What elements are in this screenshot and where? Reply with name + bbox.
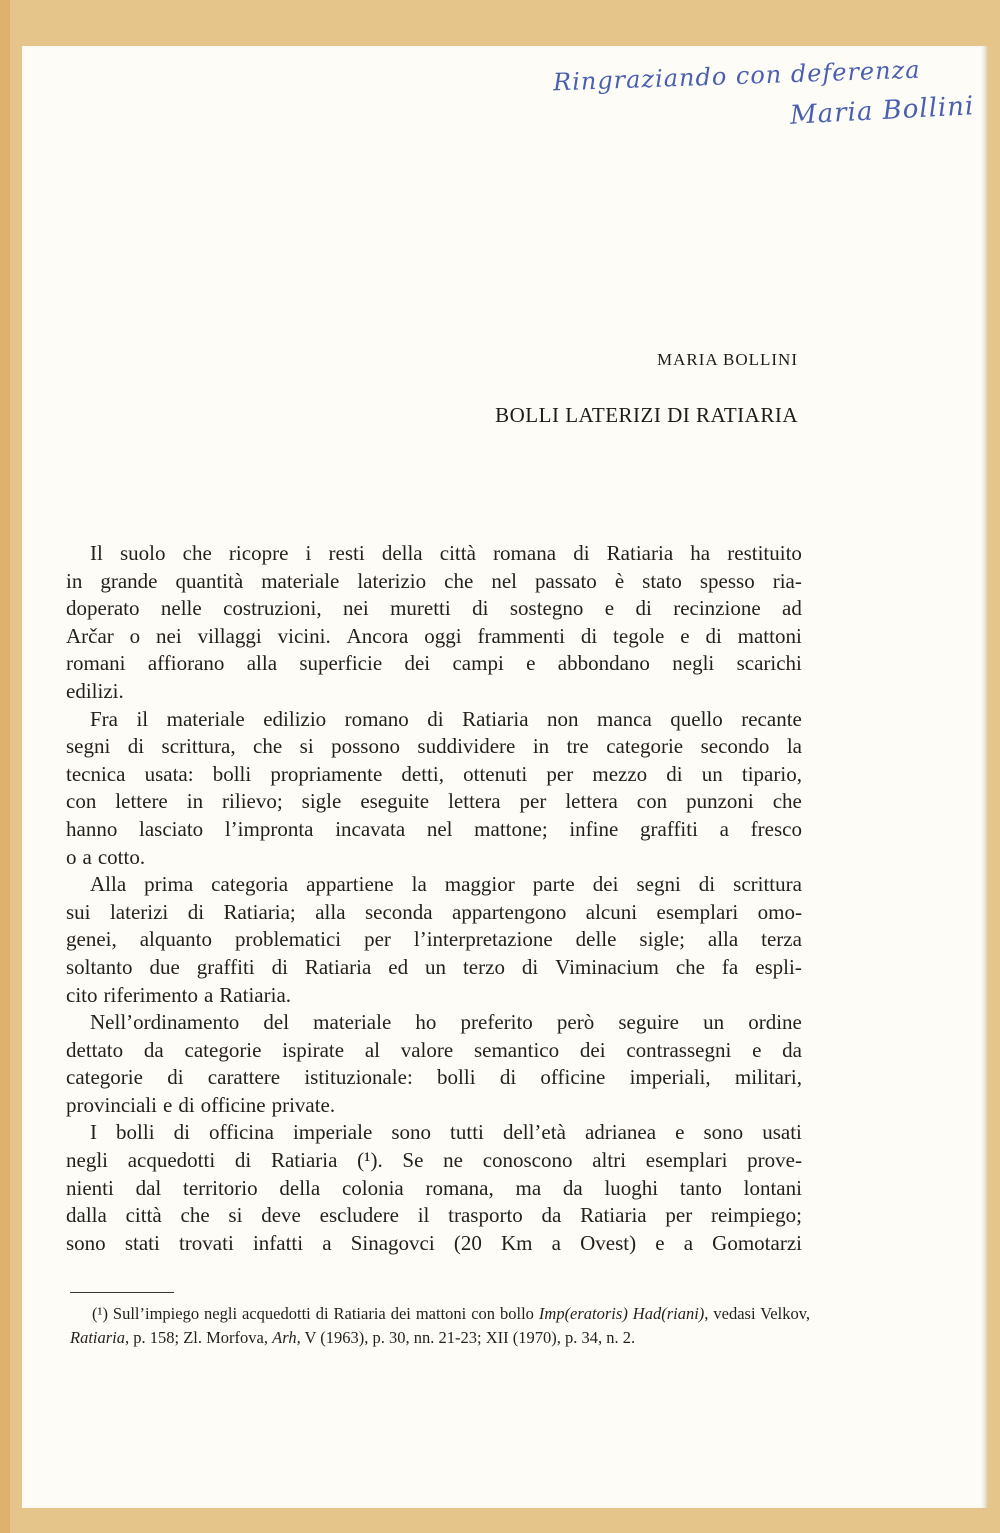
footnote-text: , V (1963), p. 30, nn. 21-23; XII (1970), p. 34, n. 2. [296, 1328, 636, 1347]
text-line: I bolli di officina imperiale sono tutti dell’età adrianea e sono usati [90, 1120, 802, 1145]
text-line: Il suolo che ricopre i resti della città romana di Ratiaria ha restituito [90, 541, 802, 565]
text-line: romani affiorano alla superficie dei campi e abbondano negli scarichi [66, 651, 802, 676]
text-line: dalla città che si deve escludere il trasporto da Ratiaria per reimpiego; [66, 1203, 802, 1228]
footnote-text: , vedasi Velkov, [704, 1304, 811, 1323]
text-line: sui laterizi di Ratiaria; alla seconda appartengono alcuni esemplari omo- [66, 899, 802, 924]
footnote-italic: Arh [272, 1328, 297, 1347]
text-line: Alla prima categoria appartiene la maggior parte dei segni di scrittura [90, 872, 802, 897]
text-line: tecnica usata: bolli propriamente detti, ottenuti per mezzo di un tipario, [66, 761, 802, 786]
author-name: MARIA BOLLINI [657, 350, 798, 369]
text-line: edilizi. [66, 678, 124, 703]
text-line: negli acquedotti di Ratiaria (¹). Se ne conoscono altri esemplari prove- [66, 1148, 802, 1173]
text-line: genei, alquanto problematici per l’interpretazione delle sigle; alla terza [66, 927, 802, 952]
text-line: cito riferimento a Ratiaria. [66, 982, 292, 1007]
text-line: con lettere in rilievo; sigle eseguite lettera per lettera con punzoni che [66, 789, 802, 814]
body-text [66, 540, 802, 1257]
text-line: dettato da categorie ispirate al valore semantico dei contrassegni e da [66, 1037, 802, 1062]
handwritten-dedication: Ringraziando con deferenza [552, 55, 921, 97]
text-line: Arčar o nei villaggi vicini. Ancora oggi frammenti di tegole e di mattoni [66, 623, 802, 648]
text-line: provinciali e di officine private. [66, 1092, 336, 1117]
footnote [70, 1302, 810, 1350]
footnote-text: , p. 158; Zl. Morfova, [125, 1328, 273, 1347]
article-title: BOLLI LATERIZI DI RATIARIA [495, 403, 798, 427]
handwritten-signature: Maria Bollini [789, 91, 976, 131]
text-line: soltanto due graffiti di Ratiaria ed un terzo di Viminacium che fa espli- [66, 954, 802, 979]
text-line: hanno lasciato l’impronta incavata nel mattone; infine graffiti a fresco [66, 816, 802, 841]
text-line: o a cotto. [66, 844, 146, 869]
footnote-marker: (¹) [92, 1304, 108, 1323]
text-line: Fra il materiale edilizio romano di Ratiaria non manca quello recante [90, 706, 802, 731]
footnote-italic: Imp(eratoris) Had(riani) [538, 1304, 705, 1323]
footnote-text: Sull’impiego negli acquedotti di Ratiaria dei mattoni con bollo [107, 1304, 539, 1323]
footnote-italic: Ratiaria [70, 1328, 126, 1347]
text-line: in grande quantità materiale laterizio che nel passato è stato spesso ria- [66, 568, 802, 593]
text-line: Nell’ordinamento del materiale ho preferito però seguire un ordine [90, 1010, 802, 1035]
cover-edge [0, 0, 10, 1533]
text-line: segni di scrittura, che si possono suddividere in tre categorie secondo la [66, 734, 802, 759]
text-line: sono stati trovati infatti a Sinagovci (20 Km a Ovest) e a Gomotarzi [66, 1230, 802, 1255]
text-line: nienti dal territorio della colonia romana, ma da luoghi tanto lontani [66, 1175, 802, 1200]
text-line: categorie di carattere istituzionale: bolli di officine imperiali, militari, [66, 1065, 802, 1090]
text-line: doperato nelle costruzioni, nei muretti di sostegno e di recinzione ad [66, 596, 802, 621]
footnote-rule [70, 1292, 174, 1293]
